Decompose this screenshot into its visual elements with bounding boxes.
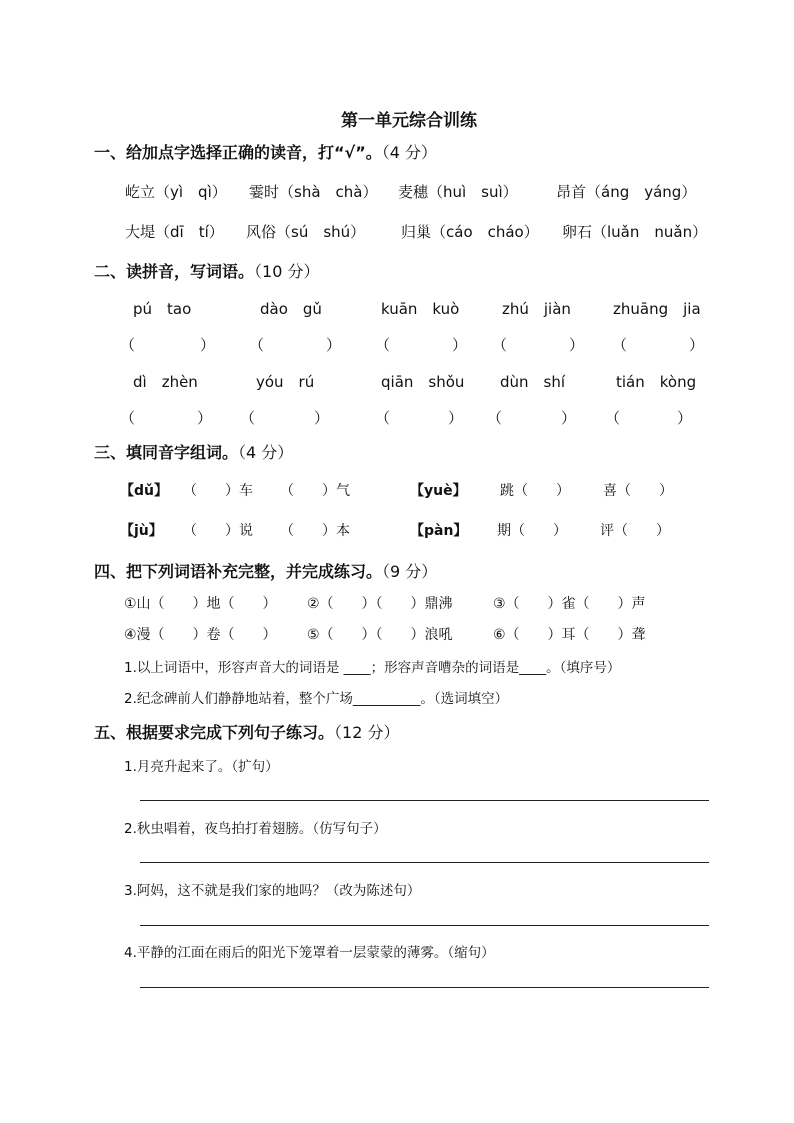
answer-paren-open: （ (375, 409, 391, 427)
section-3-title: 三、填同音字组词。 (94, 443, 239, 462)
section-2-score: （10 分） (254, 262, 320, 281)
s1-item: 大堤（dī tí） (125, 223, 224, 241)
fill-blank-item: 跳（ ） (500, 483, 570, 499)
s1-item: 归巢（cáo cháo） (401, 223, 539, 241)
s1-item: 麦穗（huì suì） (398, 183, 518, 201)
answer-line[interactable] (140, 987, 709, 988)
answer-paren-close: ） (569, 336, 585, 354)
answer-paren-open: （ (240, 409, 256, 427)
idiom-item: ⑤（ ）（ ）浪吼 (307, 627, 453, 643)
pinyin-item: qiān shǒu (381, 373, 465, 391)
pinyin-item: zhuāng jia (613, 300, 701, 318)
idiom-item: ③（ ）雀（ ）声 (493, 596, 646, 612)
question-text: 4.平静的江面在雨后的阳光下笼罩着一层蒙蒙的薄雾。（缩句） (124, 945, 495, 961)
section-3-score: （4 分） (238, 443, 294, 462)
section-5-title: 五、根据要求完成下列句子练习。 (94, 723, 335, 742)
question-text: 2.纪念碑前人们静静地站着，整个广场__________。（选词填空） (124, 691, 509, 707)
answer-line[interactable] (140, 862, 709, 863)
pinyin-bracket: 【dǔ】 (120, 483, 168, 499)
question-text: 1.以上词语中，形容声音大的词语是 ____；形容声音嘈杂的词语是____。（填序号） (124, 660, 621, 676)
idiom-item: ①山（ ）地（ ） (124, 596, 277, 612)
answer-paren-open: （ (612, 336, 628, 354)
section-4-title: 四、把下列词语补充完整，并完成练习。 (94, 562, 383, 581)
section-2-title: 二、读拼音，写词语。 (94, 262, 255, 281)
pinyin-item: tián kòng (616, 373, 697, 391)
fill-blank-item: （ ）说 (183, 523, 253, 539)
answer-paren-close: ） (448, 409, 464, 427)
fill-blank-item: （ ）车 (183, 483, 253, 499)
answer-paren-open: （ (249, 336, 265, 354)
answer-paren-open: （ (120, 409, 136, 427)
section-5-score: （12 分） (334, 723, 400, 742)
answer-paren-open: （ (120, 336, 136, 354)
idiom-item: ④漫（ ）卷（ ） (124, 627, 277, 643)
page-title: 第一单元综合训练 (341, 111, 477, 131)
pinyin-item: dào gǔ (260, 300, 322, 318)
answer-paren-open: （ (375, 336, 391, 354)
s1-item: 风俗（sú shú） (246, 223, 366, 241)
pinyin-item: zhú jiàn (502, 300, 571, 318)
answer-paren-close: ） (452, 336, 468, 354)
section-4-score: （9 分） (382, 562, 438, 581)
answer-paren-close: ） (689, 336, 705, 354)
answer-paren-close: ） (326, 336, 342, 354)
section-3-heading (94, 440, 293, 463)
answer-paren-close: ） (197, 409, 213, 427)
section-4-heading (94, 559, 437, 582)
answer-paren-open: （ (605, 409, 621, 427)
section-1-heading (94, 140, 437, 163)
section-1-score: （4 分） (381, 143, 437, 162)
section-1-title: 一、给加点字选择正确的读音，打“√”。 (94, 143, 382, 162)
answer-paren-close: ） (561, 409, 577, 427)
answer-paren-close: ） (314, 409, 330, 427)
s1-item: 昂首（áng yáng） (556, 183, 697, 201)
pinyin-item: pú tao (133, 300, 192, 318)
pinyin-item: dùn shí (500, 373, 566, 391)
answer-paren-close: ） (677, 409, 693, 427)
s1-item: 霎时（shà chà） (249, 183, 378, 201)
question-text: 3.阿妈，这不就是我们家的地吗？（改为陈述句） (124, 883, 421, 899)
answer-paren-close: ） (200, 336, 216, 354)
idiom-item: ②（ ）（ ）鼎沸 (307, 596, 453, 612)
answer-paren-open: （ (487, 409, 503, 427)
pinyin-bracket: 【pàn】 (410, 523, 468, 539)
answer-line[interactable] (140, 800, 709, 801)
pinyin-bracket: 【yuè】 (410, 483, 467, 499)
pinyin-item: kuān kuò (381, 300, 460, 318)
answer-line[interactable] (140, 925, 709, 926)
question-text: 1.月亮升起来了。（扩句） (124, 759, 279, 775)
pinyin-item: yóu rú (256, 373, 315, 391)
fill-blank-item: （ ）气 (280, 483, 350, 499)
section-2-heading (94, 259, 319, 282)
pinyin-bracket: 【jù】 (120, 523, 163, 539)
fill-blank-item: 喜（ ） (603, 483, 673, 499)
fill-blank-item: 期（ ） (497, 523, 567, 539)
fill-blank-item: （ ）本 (280, 523, 350, 539)
idiom-item: ⑥（ ）耳（ ）聋 (493, 627, 646, 643)
fill-blank-item: 评（ ） (600, 523, 670, 539)
s1-item: 卵石（luǎn nuǎn） (562, 223, 708, 241)
question-text: 2.秋虫唱着，夜鸟拍打着翅膀。（仿写句子） (124, 821, 387, 837)
section-5-heading (94, 720, 399, 743)
answer-paren-open: （ (492, 336, 508, 354)
pinyin-item: dì zhèn (133, 373, 198, 391)
s1-item: 屹立（yì qì） (125, 183, 227, 201)
